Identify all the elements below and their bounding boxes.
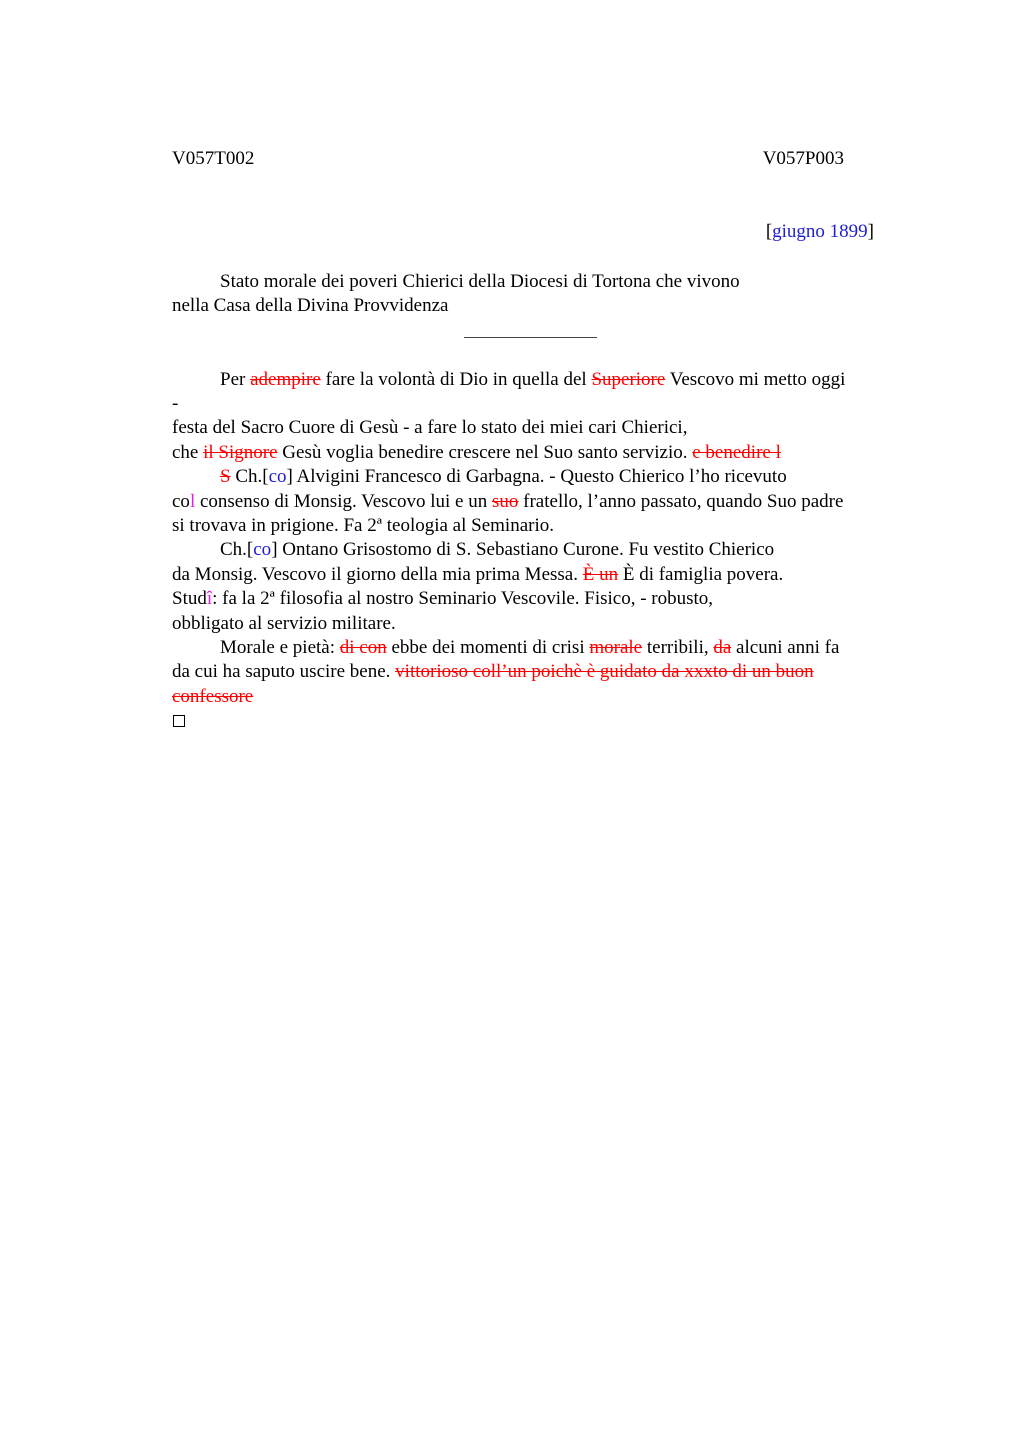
paragraph1-line2: - (172, 393, 179, 414)
deletion: il Signore (203, 441, 278, 463)
paragraph2-line2 (172, 490, 904, 514)
paragraph1-line1 (172, 368, 904, 392)
editorial-insertion: co (253, 539, 272, 561)
deletion: suo (492, 490, 519, 512)
text-run: da cui ha saputo uscire bene. (172, 661, 396, 683)
deletion: Superiore (591, 368, 666, 390)
date-line (766, 220, 874, 244)
text-run: Morale e pietà: (220, 637, 340, 659)
text-run: Ch.[ (230, 466, 269, 488)
paragraph2-line1 (172, 465, 904, 489)
addition: î (206, 588, 213, 610)
text-run: ebbe dei momenti di crisi (386, 637, 590, 659)
date-text: giugno 1899 (772, 221, 868, 242)
title-line-2: nella Casa della Divina Provvidenza (172, 295, 449, 317)
text-run: ] Alvigini Francesco di Garbagna. - Questo Chierico l’ho ricevuto (286, 466, 787, 488)
text-run: Ch.[ (220, 539, 254, 561)
date-close-bracket: ] (867, 221, 874, 242)
checkbox-square-icon (173, 715, 185, 727)
deletion: È un (582, 563, 619, 585)
text-run: Per (220, 368, 251, 390)
text-run: ] Ontano Grisostomo di S. Sebastiano Curone. Fu vestito Chierico (271, 539, 775, 561)
deletion: e benedire l (692, 441, 781, 463)
paragraph2-line3: si trovava in prigione. Fa 2ª teologia al Seminario. (172, 515, 554, 537)
text-run: Gesù voglia benedire crescere nel Suo santo servizio. (277, 441, 693, 463)
document-body (172, 270, 904, 734)
deletion: S (220, 466, 231, 488)
deletion: vittorioso coll’un poichè è guidato da xxxto di un buon (395, 661, 814, 683)
title-line-1: Stato morale dei poveri Chierici della Diocesi di Tortona che vivono (220, 271, 740, 292)
paragraph4-line1 (172, 636, 904, 660)
document-code-left: V057T002 (172, 148, 255, 169)
paragraph3-line4: obbligato al servizio militare. (172, 612, 396, 634)
paragraph1-line3: festa del Sacro Cuore di Gesù - a fare lo stato dei miei cari Chierici, (172, 417, 688, 439)
text-run: co (172, 490, 190, 512)
text-run: : fa la 2ª filosofia al nostro Seminario Vescovile. Fisico, - robusto, (212, 588, 714, 610)
text-run: da Monsig. Vescovo il giorno della mia prima Messa. (172, 563, 583, 585)
text-run: fare la volontà di Dio in quella del (320, 368, 592, 390)
paragraph4-line3 (172, 685, 904, 709)
paragraph4-line2 (172, 660, 904, 684)
text-run: alcuni anni fa (731, 637, 840, 659)
date-open-bracket: [ (765, 221, 773, 242)
deletion: morale (589, 637, 643, 659)
text-run: consenso di Monsig. Vescovo lui e un (195, 490, 492, 512)
text-run: È di famiglia povera. (618, 563, 784, 585)
paragraph3-line2 (172, 563, 904, 587)
addition: l (189, 490, 196, 512)
separator-line (464, 337, 597, 338)
deletion: adempire (250, 368, 321, 390)
spacer (172, 343, 904, 367)
text-run: terribili, (642, 637, 714, 659)
editorial-insertion: co (268, 466, 287, 488)
paragraph3-line1 (172, 538, 904, 562)
separator-rule (172, 319, 904, 343)
deletion: di con (339, 637, 387, 659)
document-code-right: V057P003 (762, 148, 844, 169)
deletion: da (713, 637, 732, 659)
text-run: Stud (172, 588, 207, 610)
paragraph3-line3 (172, 587, 904, 611)
header-row (172, 147, 844, 171)
deletion: confessore (172, 685, 254, 707)
text-run: che (172, 441, 204, 463)
paragraph1-line4 (172, 441, 904, 465)
end-marker-line (172, 709, 904, 733)
text-run: Vescovo mi metto oggi (665, 368, 846, 390)
text-run: fratello, l’anno passato, quando Suo padre (518, 490, 844, 512)
